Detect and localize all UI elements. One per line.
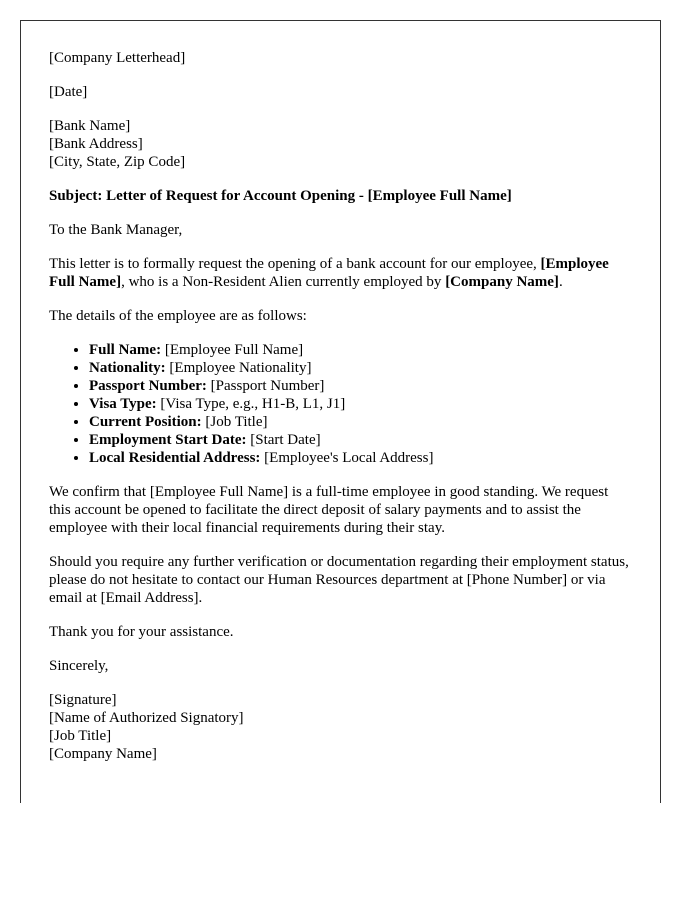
confirmation-paragraph: We confirm that [Employee Full Name] is a full-time employee in good standing. We request this account be opened to facilitate the direct deposit of salary payments and to assist the employee with their local financial requirements during their stay. (49, 484, 609, 536)
bank-address-block (49, 117, 631, 171)
intro-paragraph (49, 255, 631, 291)
details-intro: The details of the employee are as follows: (49, 308, 307, 324)
intro-text: . (558, 274, 563, 290)
closing: Sincerely, (49, 658, 109, 674)
detail-label: Visa Type: (89, 396, 157, 412)
detail-value: [Job Title] (201, 414, 268, 430)
detail-label: Current Position: (89, 414, 202, 430)
list-item (89, 359, 631, 377)
detail-label: Local Residential Address: (89, 450, 261, 466)
signature: [Signature] (49, 692, 117, 708)
signatory-company: [Company Name] (49, 746, 157, 762)
salutation: To the Bank Manager, (49, 222, 183, 238)
detail-value: [Employee's Local Address] (260, 450, 434, 466)
employee-name: [Employee Full Name] (49, 256, 609, 290)
intro-text: , who is a Non-Resident Alien currently employed by (121, 274, 446, 290)
employee-details-list (49, 341, 631, 467)
list-item (89, 449, 631, 467)
list-item (89, 377, 631, 395)
detail-label: Passport Number: (89, 378, 207, 394)
detail-label: Employment Start Date: (89, 432, 247, 448)
letter-document (20, 20, 661, 803)
subject-line: Subject: Letter of Request for Account Opening - [Employee Full Name] (49, 188, 512, 204)
bank-city: [City, State, Zip Code] (49, 154, 186, 170)
bank-address: [Bank Address] (49, 136, 143, 152)
signatory-title: [Job Title] (49, 728, 112, 744)
contact-paragraph: Should you require any further verification or documentation regarding their employment status, please do not hesitate to contact our Human Resources department at [Phone Number] or via email at [Email Address]. (49, 554, 629, 606)
signature-block (49, 691, 631, 763)
detail-value: [Visa Type, e.g., H1-B, L1, J1] (156, 396, 346, 412)
detail-value: [Passport Number] (206, 378, 325, 394)
company-name: [Company Name] (445, 274, 559, 290)
list-item (89, 341, 631, 359)
intro-text: This letter is to formally request the opening of a bank account for our employee, (49, 256, 541, 272)
letterhead: [Company Letterhead] (49, 50, 186, 66)
list-item (89, 431, 631, 449)
detail-label: Full Name: (89, 342, 162, 358)
detail-value: [Employee Full Name] (161, 342, 304, 358)
list-item (89, 395, 631, 413)
detail-value: [Start Date] (246, 432, 321, 448)
detail-label: Nationality: (89, 360, 166, 376)
bank-name: [Bank Name] (49, 118, 131, 134)
list-item (89, 413, 631, 431)
detail-value: [Employee Nationality] (165, 360, 312, 376)
signatory-name: [Name of Authorized Signatory] (49, 710, 244, 726)
thanks-line: Thank you for your assistance. (49, 624, 234, 640)
date: [Date] (49, 84, 88, 100)
